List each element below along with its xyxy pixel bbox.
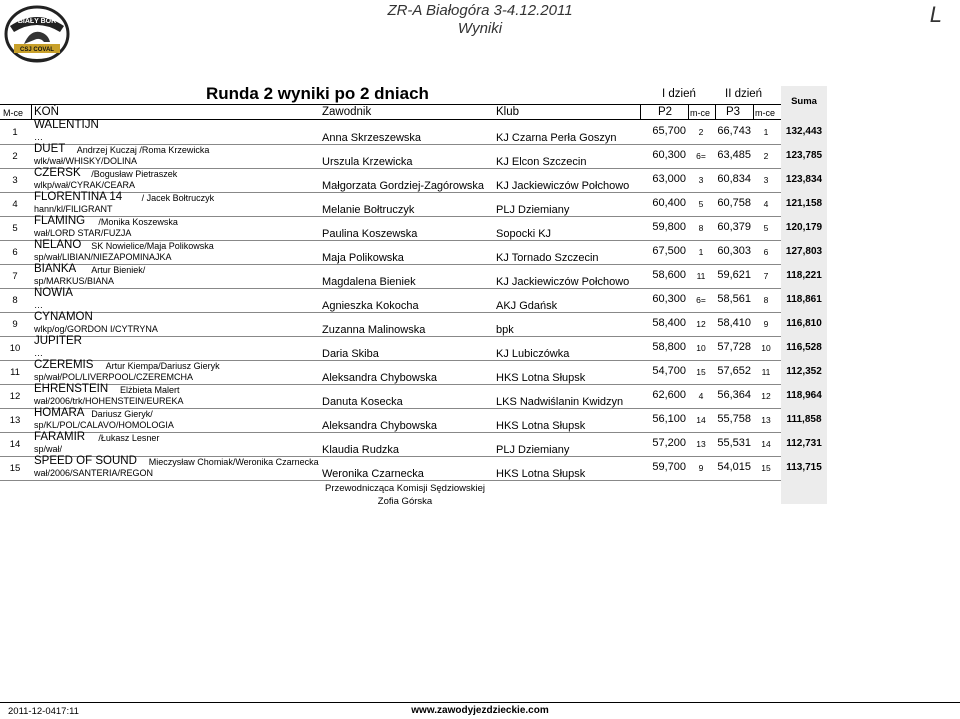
rank-day2: 7 [763, 271, 769, 281]
place-number: 4 [12, 199, 18, 210]
place-number: 2 [12, 151, 18, 162]
website-link[interactable]: www.zawodyjezdzieckie.com [411, 705, 549, 716]
club-name: KJ Elcon Szczecin [496, 156, 587, 168]
rank-day1: 6= [696, 151, 706, 161]
table-row [0, 168, 960, 192]
rank-day1: 13 [696, 439, 706, 449]
club-name: LKS Nadwiślanin Kwidzyn [496, 396, 624, 408]
club-name: AKJ Gdańsk [496, 300, 558, 312]
score-day2: 58,410 [717, 317, 751, 329]
owner-info: Andrzej Kuczaj /Roma Krzewicka [76, 145, 210, 155]
class-letter: L [929, 2, 942, 27]
score-day2: 63,485 [717, 149, 751, 161]
score-day1: 58,600 [652, 269, 686, 281]
place-number: 6 [12, 247, 18, 258]
horse-pedigree: sp/KL/POL/CALAVO/HOMOLOGIA [34, 420, 174, 430]
score-day1: 62,600 [652, 389, 686, 401]
print-timestamp: 2011-12-0417:11 [8, 706, 79, 717]
place-number: 11 [10, 367, 20, 378]
header-divider [688, 104, 689, 119]
rank-day1: 2 [698, 127, 704, 137]
owner-info: Artur Bieniek/ [91, 265, 146, 275]
total-score: 121,158 [785, 198, 823, 209]
rank-day1: 5 [698, 199, 704, 209]
place-number: 10 [9, 343, 21, 354]
owner-info: / Jacek Bołtruczyk [141, 193, 215, 203]
horse-pedigree: wlk/wał/WHISKY/DOLINA [34, 156, 138, 166]
horse-pedigree: … [34, 300, 43, 310]
table-row [0, 240, 960, 264]
rider-name: Paulina Koszewska [322, 228, 418, 240]
score-day1: 56,100 [652, 413, 686, 425]
rank-day1: 3 [698, 175, 704, 185]
total-score: 118,861 [786, 294, 822, 305]
rider-name: Klaudia Rudzka [322, 444, 400, 456]
rank-day2: 4 [763, 199, 769, 209]
table-row [0, 312, 960, 336]
rank-day1: 4 [698, 391, 704, 401]
rank-day2: 5 [763, 223, 769, 233]
header-line-top [0, 104, 781, 105]
table-row [0, 384, 960, 408]
day2-header: II dzień [725, 88, 763, 100]
score-day2: 57,728 [717, 341, 751, 353]
score-day2: 60,303 [717, 245, 751, 257]
rank-day2: 14 [761, 439, 771, 449]
club-name: KJ Jackiewiczów Połchowo [496, 276, 630, 288]
score-day1: 65,700 [652, 125, 686, 137]
owner-info: Mieczysław Chomiak/Weronika Czarnecka [148, 457, 319, 467]
total-score: 127,803 [785, 246, 823, 257]
horse-name: CZERSK [34, 167, 81, 179]
score-day1: 54,700 [652, 365, 686, 377]
rider-name: Agnieszka Kokocha [322, 300, 419, 312]
club-header: Klub [496, 106, 520, 118]
horse-pedigree: wał/LORD STAR/FUZJA [34, 228, 132, 238]
rank-day1: 8 [698, 223, 704, 233]
logo-top-text: BIAŁY BÓR [17, 18, 57, 25]
event-title: ZR-A Białogóra 3-4.12.2011 [387, 2, 573, 19]
horse-name: DUET [34, 143, 66, 155]
rider-name: Weronika Czarnecka [322, 468, 424, 480]
owner-info: Artur Kiempa/Dariusz Gieryk [105, 361, 220, 371]
row-divider [0, 480, 781, 481]
rider-name: Małgorzata Gordziej-Zagórowska [322, 180, 485, 192]
table-row [0, 456, 960, 480]
rider-name: Danuta Kosecka [322, 396, 403, 408]
rank-day2: 11 [761, 367, 771, 377]
horse-name: FLAMING [34, 215, 86, 227]
score-day1: 59,800 [652, 221, 686, 233]
total-score: 118,221 [786, 270, 822, 281]
horse-name: CZEREMIS [34, 359, 94, 371]
table-title: Runda 2 wyniki po 2 dniach [206, 84, 429, 103]
owner-info: /Bogusław Pietraszek [91, 169, 178, 179]
rider-name: Aleksandra Chybowska [322, 372, 437, 384]
rider-name: Daria Skiba [322, 348, 379, 360]
total-score: 116,810 [786, 318, 822, 329]
total-score: 120,179 [785, 222, 823, 233]
horse-pedigree: sp/MARKUS/BIANA [34, 276, 115, 286]
horse-pedigree: wlkp/wał/CYRAK/CEARA [34, 180, 136, 190]
rank-day1: 10 [696, 343, 706, 353]
horse-pedigree: … [34, 348, 43, 358]
score-day1: 58,400 [652, 317, 686, 329]
club-name: KJ Jackiewiczów Połchowo [496, 180, 630, 192]
horse-pedigree: sp/wał/ [34, 444, 63, 454]
club-name: HKS Lotna Słupsk [496, 468, 586, 480]
table-row [0, 120, 960, 144]
place-number: 9 [12, 319, 18, 330]
score-day1: 60,300 [652, 149, 686, 161]
rider-name: Anna Skrzeszewska [322, 132, 422, 144]
club-name: PLJ Dziemiany [496, 444, 570, 456]
total-score: 116,528 [786, 342, 822, 353]
horse-name: HOMARA [34, 407, 85, 419]
rank-day1: 15 [696, 367, 706, 377]
club-name: KJ Lubiczówka [496, 348, 570, 360]
horse-name: BIANKA [34, 263, 77, 275]
score-day2: 57,652 [717, 365, 751, 377]
logo-bottom-text: CSJ COVAL [20, 47, 54, 53]
table-row [0, 216, 960, 240]
rank-day1: 12 [696, 319, 706, 329]
horse-name: FLORENTINA 14 [34, 191, 123, 203]
table-row [0, 408, 960, 432]
rank-day2: 15 [761, 463, 771, 473]
sum-header: Suma [791, 96, 817, 107]
owner-info: /Monika Koszewska [98, 217, 178, 227]
score-day2: 55,758 [717, 413, 751, 425]
total-score: 123,785 [785, 150, 823, 161]
horse-name: FARAMIR [34, 431, 86, 443]
score-day2: 60,834 [717, 173, 751, 185]
score-day1: 59,700 [652, 461, 686, 473]
rank-day2: 10 [761, 343, 771, 353]
club-name: Sopocki KJ [496, 228, 552, 240]
rank-day1: 6= [696, 295, 706, 305]
horse-name: NELANO [34, 239, 82, 251]
score-day1: 63,000 [652, 173, 686, 185]
rider-header: Zawodnik [322, 106, 372, 118]
rank-day1: 9 [698, 463, 704, 473]
score-day2: 60,379 [717, 221, 751, 233]
header-divider [31, 104, 32, 119]
rider-name: Magdalena Bieniek [322, 276, 416, 288]
rider-name: Urszula Krzewicka [322, 156, 413, 168]
club-name: KJ Czarna Perła Goszyn [496, 132, 617, 144]
rank-day2: 12 [761, 391, 771, 401]
horse-name: CYNAMON [34, 311, 93, 323]
owner-info: /Łukasz Lesner [98, 433, 160, 443]
horse-header: KOŃ [34, 106, 59, 118]
judge-title: Przewodnicząca Komisji Sędziowskiej [325, 483, 485, 494]
score-day2: 58,561 [717, 293, 751, 305]
table-row [0, 360, 960, 384]
total-score: 123,834 [785, 174, 823, 185]
place-number: 15 [9, 463, 21, 474]
p2-header: P2 [658, 106, 673, 118]
score-day1: 60,400 [652, 197, 686, 209]
rider-name: Aleksandra Chybowska [322, 420, 437, 432]
total-score: 132,443 [785, 126, 823, 137]
header-divider [753, 104, 754, 119]
horse-name: EHRENSTEIN [34, 383, 109, 395]
place-number: 3 [12, 175, 18, 186]
horse-name: WALENTIJN [34, 119, 99, 131]
score-day1: 57,200 [652, 437, 686, 449]
table-row [0, 288, 960, 312]
total-score: 111,858 [786, 414, 822, 425]
rider-name: Zuzanna Malinowska [322, 324, 426, 336]
place-number: 8 [12, 295, 18, 306]
table-row [0, 192, 960, 216]
horse-pedigree: wlkp/og/GORDON I/CYTRYNA [34, 324, 158, 334]
rider-name: Maja Polikowska [322, 252, 404, 264]
table-row [0, 432, 960, 456]
rank-day2: 9 [763, 319, 769, 329]
rider-name: Melanie Bołtruczyk [322, 204, 415, 216]
rank-day2: 6 [763, 247, 769, 257]
place2-header: m-ce [755, 108, 775, 118]
table-row [0, 264, 960, 288]
header-divider [715, 104, 716, 119]
owner-info: Dariusz Gieryk/ [91, 409, 153, 419]
horse-name: JUPITER [34, 335, 82, 347]
owner-info: Elżbieta Malert [120, 385, 180, 395]
page-subtitle: Wyniki [457, 20, 503, 37]
rank-day2: 2 [763, 151, 769, 161]
rank-day1: 1 [698, 247, 704, 257]
rank-day2: 13 [761, 415, 771, 425]
score-day2: 54,015 [717, 461, 751, 473]
score-day2: 59,621 [717, 269, 751, 281]
club-name: HKS Lotna Słupsk [496, 372, 586, 384]
total-score: 112,352 [786, 366, 822, 377]
place1-header: m-ce [690, 108, 710, 118]
score-day1: 67,500 [652, 245, 686, 257]
horse-pedigree: sp/wał/LIBIAN/NIEZAPOMINAJKA [34, 252, 172, 262]
score-day2: 66,743 [717, 125, 751, 137]
horse-name: SPEED OF SOUND [34, 455, 137, 467]
horse-pedigree: hann/kl/FILIGRANT [34, 204, 113, 214]
horse-pedigree: … [34, 132, 43, 142]
header-divider [640, 104, 641, 119]
place-number: 5 [12, 223, 18, 234]
score-day1: 60,300 [652, 293, 686, 305]
day1-header: I dzień [662, 88, 696, 100]
place-number: 7 [12, 271, 18, 282]
horse-name: NOWIA [34, 287, 73, 299]
club-name: KJ Tornado Szczecin [496, 252, 599, 264]
place-number: 12 [9, 391, 21, 402]
horse-pedigree: wał/2006/SANTERIA/REGON [34, 468, 154, 478]
total-score: 113,715 [786, 462, 822, 473]
club-name: HKS Lotna Słupsk [496, 420, 586, 432]
footer-divider [0, 702, 960, 703]
horse-pedigree: wał/2006/trk/HOHENSTEIN/EUREKA [34, 396, 184, 406]
owner-info: SK Nowielice/Maja Polikowska [91, 241, 214, 251]
rank-day2: 1 [763, 127, 769, 137]
place-number: 14 [9, 439, 21, 450]
rank-day2: 3 [763, 175, 769, 185]
rank-day1: 11 [696, 271, 706, 281]
judge-name: Zofia Górska [377, 496, 433, 507]
place-number: 1 [12, 127, 18, 138]
rank-day2: 8 [763, 295, 769, 305]
table-row [0, 144, 960, 168]
club-name: bpk [496, 324, 514, 336]
total-score: 112,731 [786, 438, 822, 449]
rank-day1: 14 [696, 415, 706, 425]
p3-header: P3 [726, 106, 741, 118]
table-row [0, 336, 960, 360]
place-number: 13 [9, 415, 21, 426]
score-day2: 60,758 [717, 197, 751, 209]
score-day2: 56,364 [717, 389, 751, 401]
score-day1: 58,800 [652, 341, 686, 353]
total-score: 118,964 [786, 390, 822, 401]
horse-pedigree: sp/wał/POL/LIVERPOOL/CZEREMCHA [34, 372, 194, 382]
score-day2: 55,531 [717, 437, 751, 449]
place-header: M-ce [3, 108, 23, 118]
club-name: PLJ Dziemiany [496, 204, 570, 216]
